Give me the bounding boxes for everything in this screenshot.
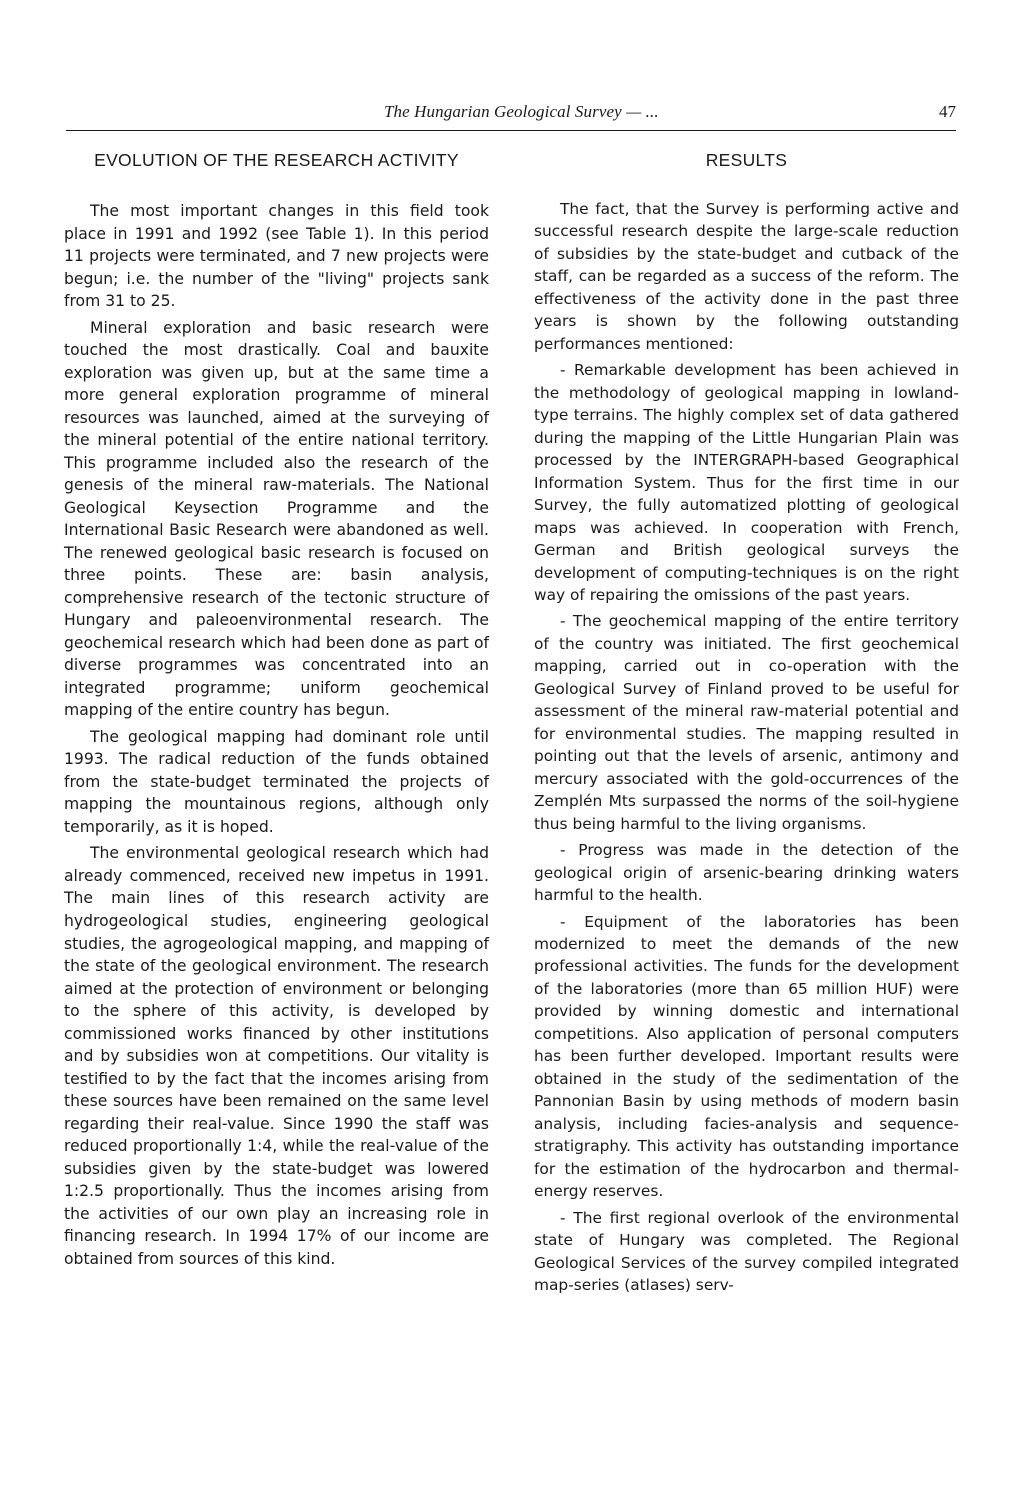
page-number: 47 <box>939 102 956 121</box>
paragraph: - Equipment of the laboratories has been modernized to meet the demands of the new professional activities. The funds for the development of the laboratories (more than 65 million HUF) were provided by winning domestic and international competitions. Also application of personal computers has been further developed. Important results were obtained in the study of the sedimentation of the Pannonian Basin by using methods of modern basin analysis, including facies-analysis and sequence-stratigraphy. This activity has outstanding importance for the estimation of the hydrocarbon and thermal-energy reserves. <box>534 912 959 1201</box>
paragraph: - The first regional overlook of the environmental state of Hungary was completed. The Regional Geological Services of the survey compiled integrated map-series (atlases) serv- <box>534 1208 959 1295</box>
paragraph: The geological mapping had dominant role until 1993. The radical reduction of the funds obtained from the state-budget terminated the projects of mapping the mountainous regions, although only temporarily, as it is hoped. <box>64 727 489 836</box>
right-column <box>534 148 959 1301</box>
paragraph: Mineral exploration and basic research were touched the most drastically. Coal and bauxite exploration was given up, but at the same time a more general exploration programme of mineral resources was launched, aimed at the surveying of the mineral potential of the entire national territory. This programme included also the research of the genesis of the mineral raw-materials. The National Geological Keysection Programme and the International Basic Research were abandoned as well. The renewed geological basic research is focused on three points. These are: basin analysis, comprehensive research of the tectonic structure of Hungary and paleoenvironmental research. The geochemical research which had been done as part of diverse programmes was concentrated into an integrated programme; uniform geochemical mapping of the entire country has begun. <box>64 318 489 720</box>
paragraph: The environmental geological research which had already commenced, received new impetus in 1991. The main lines of this research activity are hydrogeological studies, engineering geological studies, the agrogeological mapping, and mapping of the state of the geological environment. The research aimed at the protection of environment or belonging to the sphere of this activity, is developed by commissioned works financed by other institutions and by subsidies won at competitions. Our vitality is testified to by the fact that the incomes arising from these sources have been remained on the same level regarding their real-value. Since 1990 the staff was reduced proportionally 1:4, while the real-value of the subsidies given by the state-budget was lowered 1:2.5 proportionally. Thus the incomes arising from the activities of our own play an increasing role in financing research. In 1994 17% of our income are obtained from sources of this kind. <box>64 844 489 1268</box>
section-heading-evolution: EVOLUTION OF THE RESEARCH ACTIVITY <box>94 150 459 170</box>
header-rule <box>66 130 956 131</box>
running-title: The Hungarian Geological Survey — ... <box>384 102 659 121</box>
paragraph: - Remarkable development has been achieved in the methodology of geological mapping in lowland-type terrains. The highly complex set of data gathered during the mapping of the Little Hungarian Plain was processed by the INTERGRAPH-based Geographical Information System. Thus for the first time in our Survey, the fully automatized plotting of geological maps was achieved. In cooperation with French, German and British geological surveys the development of computing-techniques is on the right way of repairing the omissions of the past years. <box>534 361 959 604</box>
paragraph: The fact, that the Survey is performing active and successful research despite the large-scale reduction of subsidies by the state-budget and cutback of the staff, can be regarded as a success of the reform. The effectiveness of the activity done in the past three years is shown by the following outstanding performances mentioned: <box>534 200 959 353</box>
paragraph: The most important changes in this field took place in 1991 and 1992 (see Table 1). In this period 11 projects were terminated, and 7 new projects were begun; i.e. the number of the "living" projects sank from 31 to 25. <box>64 202 489 311</box>
paragraph: - Progress was made in the detection of the geological origin of arsenic-bearing drinking waters harmful to the health. <box>534 841 959 905</box>
paragraph: - The geochemical mapping of the entire territory of the country was initiated. The first geochemical mapping, carried out in co-operation with the Geological Survey of Finland proved to be useful for assessment of the mineral raw-material potential and for environmental studies. The mapping resulted in pointing out that the levels of arsenic, antimony and mercury associated with the gold-occurrences of the Zemplén Mts surpassed the norms of the soil-hygiene thus being harmful to the living organisms. <box>534 612 959 833</box>
section-heading-results: RESULTS <box>705 150 788 170</box>
left-column <box>64 148 489 1274</box>
running-head <box>66 100 956 128</box>
